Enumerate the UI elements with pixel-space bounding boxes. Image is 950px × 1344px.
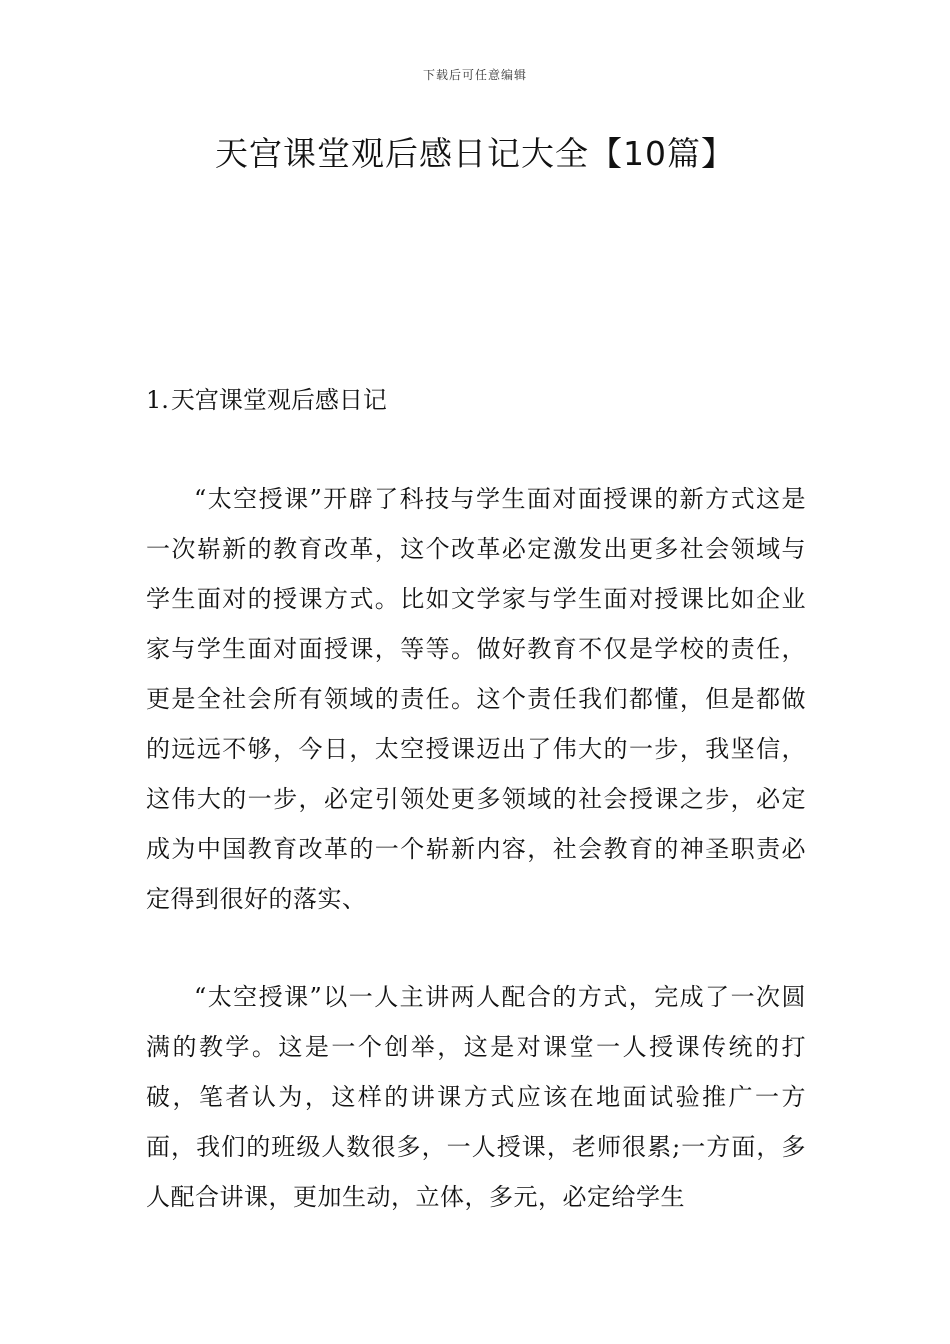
section-heading (146, 380, 387, 415)
header-note: 下载后可任意编辑 (422, 68, 527, 82)
section-heading-text: 天宫课堂观后感日记 (170, 386, 387, 414)
paragraph-1: “太空授课”开辟了科技与学生面对面授课的新方式这是一次崭新的教育改革，这个改革必定激发出更多社会领域与学生面对的授课方式。比如文学家与学生面对授课比如企业家与学生面对面授课，等等。做好教育不仅是学校的责任，更是全社会所有领域的责任。这个责任我们都懂，但是都做的远远不够，今日，太空授课迈出了伟大的一步，我坚信，这伟大的一步，必定引领处更多领域的社会授课之步，必定成为中国教育改革的一个崭新内容，社会教育的神圣职责必定得到很好的落实、 (146, 485, 806, 913)
document-title: 天宫课堂观后感日记大全【10篇】 (215, 134, 735, 173)
paragraph-2: “太空授课”以一人主讲两人配合的方式，完成了一次圆满的教学。这是一个创举，这是对课堂一人授课传统的打破，笔者认为，这样的讲课方式应该在地面试验推广一方面，我们的班级人数很多，一人授课，老师很累;一方面，多人配合讲课，更加生动，立体，多元，必定给学生 (146, 983, 806, 1211)
section-number: 1. (146, 386, 169, 414)
